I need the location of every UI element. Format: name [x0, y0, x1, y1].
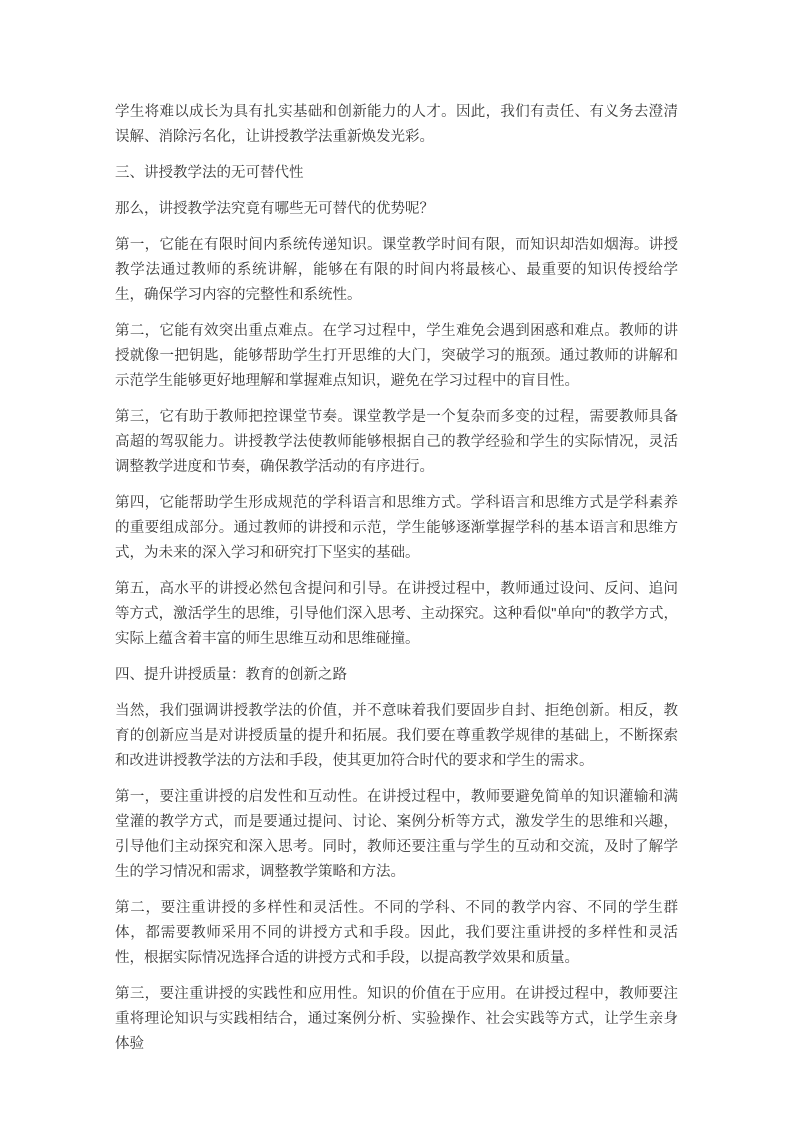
paragraph: 第二，要注重讲授的多样性和灵活性。不同的学科、不同的教学内容、不同的学生群体，都需要教师采用不同的讲授方式和手段。因此，我们要注重讲授的多样性和灵活性，根据实际情况选择合适的讲授方式和手段，以提高教学效果和质量。 [115, 900, 678, 966]
paragraph: 当然，我们强调讲授教学法的价值，并不意味着我们要固步自封、拒绝创新。相反，教育的创新应当是对讲授质量的提升和拓展。我们要在尊重教学规律的基础上，不断探索和改进讲授教学法的方法和手段，使其更加符合时代的要求和学生的需求。 [115, 703, 678, 769]
paragraph: 第三，它有助于教师把控课堂节奏。课堂教学是一个复杂而多变的过程，需要教师具备高超的驾驭能力。讲授教学法使教师能够根据自己的教学经验和学生的实际情况，灵活调整教学进度和节奏，确保教学活动的有序进行。 [115, 409, 678, 475]
section-heading: 三、讲授教学法的无可替代性 [115, 165, 304, 181]
paragraph: 学生将难以成长为具有扎实基础和创新能力的人才。因此，我们有责任、有义务去澄清误解、消除污名化，让讲授教学法重新焕发光彩。 [115, 104, 678, 145]
paragraph: 第一，要注重讲授的启发性和互动性。在讲授过程中，教师要避免简单的知识灌输和满堂灌的教学方式，而是要通过提问、讨论、案例分析等方式，激发学生的思维和兴趣，引导他们主动探究和深入思考。同时，教师还要注重与学生的互动和交流，及时了解学生的学习情况和需求，调整教学策略和方法。 [115, 789, 678, 880]
paragraph: 第五，高水平的讲授必然包含提问和引导。在讲授过程中，教师通过设问、反问、追问等方式，激活学生的思维，引导他们深入思考、主动探究。这种看似"单向"的教学方式，实际上蕴含着丰富的师生思维互动和思维碰撞。 [115, 581, 678, 647]
paragraph: 第三，要注重讲授的实践性和应用性。知识的价值在于应用。在讲授过程中，教师要注重将理论知识与实践相结合，通过案例分析、实验操作、社会实践等方式，让学生亲身体验 [115, 986, 678, 1052]
paragraph: 那么，讲授教学法究竟有哪些无可替代的优势呢？ [115, 201, 434, 217]
paragraph: 第二，它能有效突出重点难点。在学习过程中，学生难免会遇到困惑和难点。教师的讲授就像一把钥匙，能够帮助学生打开思维的大门，突破学习的瓶颈。通过教师的讲解和示范学生能够更好地理解和掌握难点知识，避免在学习过程中的盲目性。 [115, 323, 678, 389]
section-heading: 四、提升讲授质量：教育的创新之路 [115, 667, 347, 683]
paragraph: 第一，它能在有限时间内系统传递知识。课堂教学时间有限，而知识却浩如烟海。讲授教学法通过教师的系统讲解，能够在有限的时间内将最核心、最重要的知识传授给学生，确保学习内容的完整性和系统性。 [115, 237, 678, 303]
paragraph: 第四，它能帮助学生形成规范的学科语言和思维方式。学科语言和思维方式是学科素养的重要组成部分。通过教师的讲授和示范，学生能够逐渐掌握学科的基本语言和思维方式，为未来的深入学习和研究打下坚实的基础。 [115, 495, 678, 561]
